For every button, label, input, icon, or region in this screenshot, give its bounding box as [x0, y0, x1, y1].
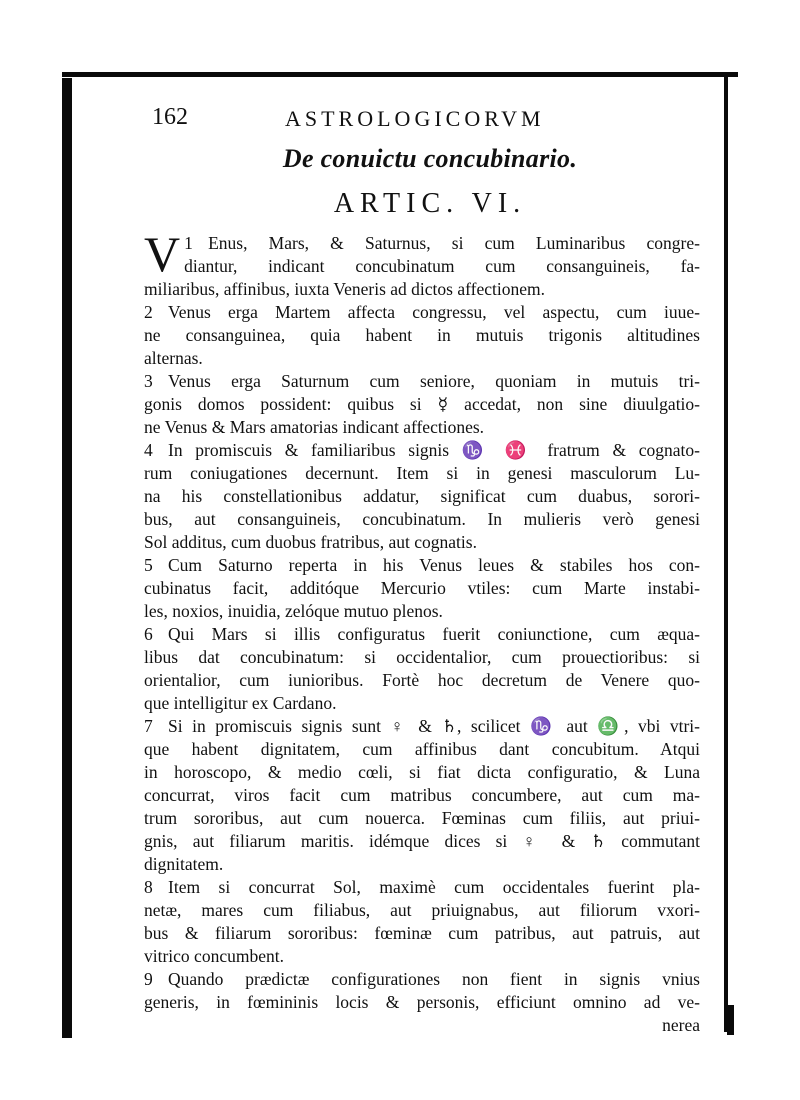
- line-text: bus & filiarum sororibus: fœminæ cum patribus, aut patruis, aut: [144, 923, 700, 943]
- line-text: Venus erga Saturnum cum seniore, quoniam in mutuis tri-: [168, 371, 700, 391]
- paragraph-number: 3: [144, 371, 153, 391]
- line-text: na his constellationibus addatur, significat cum duabus, sorori-: [144, 486, 700, 506]
- line-text: orientalior, cum iunioribus. Fortè hoc decretum de Venere quo-: [144, 670, 700, 690]
- text-line: [144, 968, 700, 991]
- drop-cap: V: [144, 226, 181, 282]
- scan-top-border: [62, 72, 738, 77]
- text-line: [144, 669, 700, 692]
- text-line: [144, 646, 700, 669]
- line-text: alternas.: [144, 348, 203, 368]
- paragraph-number: 8: [144, 877, 153, 897]
- line-text: Enus, Mars, & Saturnus, si cum Luminaribus congre-: [208, 233, 700, 253]
- line-text: generis, in fœmininis locis & personis, efficiunt omnino ad ve-: [144, 992, 700, 1012]
- line-text: ne Venus & Mars amatorias indicant affectiones.: [144, 417, 485, 437]
- line-text: Qui Mars si illis configuratus fuerit coniunctione, cum æqua-: [168, 624, 700, 644]
- line-text: bus, aut consanguineis, concubinatum. In mulieris verò genesi: [144, 509, 700, 529]
- page-number: 162: [152, 104, 188, 130]
- text-line: [144, 623, 700, 646]
- line-text: Quando prædictæ configurationes non fient in signis vnius: [168, 969, 700, 989]
- text-line: [144, 922, 700, 945]
- scan-right-border: [724, 72, 728, 1032]
- line-text: Si in promiscuis signis sunt ♀ & ♄, scilicet ♑ aut ♎, vbi vtri-: [168, 716, 700, 736]
- section-title: De conuictu concubinario.: [282, 144, 578, 173]
- paragraph-number: 7: [144, 716, 153, 736]
- text-line: [144, 370, 700, 393]
- running-head: [152, 92, 700, 132]
- text-line: [144, 784, 700, 807]
- body-text: [144, 226, 700, 1037]
- text-line: [144, 278, 700, 301]
- line-text: Venus erga Martem affecta congressu, vel aspectu, cum iuue-: [168, 302, 700, 322]
- article-title: ARTIC. VI.: [333, 188, 527, 219]
- text-line: [144, 991, 700, 1014]
- paragraph-number: 1: [184, 233, 193, 253]
- line-text: gonis domos possident: quibus si ☿ accedat, non sine diuulgatio-: [144, 394, 700, 414]
- scan-left-border: [62, 78, 72, 1038]
- running-title: ASTROLOGICORVM: [285, 106, 545, 131]
- text-line: [144, 738, 700, 761]
- line-text: nerea: [662, 1015, 700, 1035]
- line-text: dignitatem.: [144, 854, 224, 874]
- line-text: que habent dignitatem, cum affinibus dant concubitum. Atqui: [144, 739, 700, 759]
- text-line: [144, 945, 700, 968]
- line-text: Cum Saturno reperta in his Venus leues & stabiles hos con-: [168, 555, 700, 575]
- text-line: [144, 761, 700, 784]
- paragraph-number: 4: [144, 440, 153, 460]
- text-line: [144, 577, 700, 600]
- line-text: in horoscopo, & medio cœli, si fiat dicta configuratio, & Luna: [144, 762, 700, 782]
- line-text: libus dat concubinatum: si occidentalior, cum prouectioribus: si: [144, 647, 700, 667]
- text-line: [144, 715, 700, 738]
- text-line: [144, 439, 700, 462]
- line-text: netæ, mares cum filiabus, aut priuignabus, aut filiorum vxori-: [144, 900, 700, 920]
- line-text: que intelligitur ex Cardano.: [144, 693, 337, 713]
- line-text: cubinatus facit, additóque Mercurio vtiles: cum Marte instabi-: [144, 578, 700, 598]
- text-line: [144, 462, 700, 485]
- line-text: Sol additus, cum duobus fratribus, aut cognatis.: [144, 532, 477, 552]
- text-line: [144, 554, 700, 577]
- text-line: [144, 1014, 700, 1037]
- text-line: [144, 324, 700, 347]
- text-line: [184, 255, 700, 278]
- text-line: [144, 485, 700, 508]
- line-text: In promiscuis & familiaribus signis ♑ ♓ fratrum & cognato-: [168, 440, 700, 460]
- line-text: ne consanguinea, quia habent in mutuis trigonis altitudines: [144, 325, 700, 345]
- scan-edge-mark: [727, 1005, 734, 1035]
- text-line: [144, 830, 700, 853]
- text-line: [144, 853, 700, 876]
- paragraph-number: 2: [144, 302, 153, 322]
- text-line: [144, 600, 700, 623]
- book-page: [144, 92, 700, 1037]
- text-line: [144, 393, 700, 416]
- text-line: [144, 876, 700, 899]
- line-text: les, noxios, inuidia, zelóque mutuo plenos.: [144, 601, 443, 621]
- paragraph-number: 5: [144, 555, 153, 575]
- line-text: gnis, aut filiarum maritis. idémque dices si ♀ & ♄ commutant: [144, 831, 700, 851]
- line-text: Item si concurrat Sol, maximè cum occidentales fuerint pla-: [168, 877, 700, 897]
- text-line: [144, 301, 700, 324]
- paragraph-number: 9: [144, 969, 153, 989]
- text-line: [144, 508, 700, 531]
- text-line: [144, 692, 700, 715]
- line-text: diantur, indicant concubinatum cum consanguineis, fa-: [184, 256, 700, 276]
- line-text: rum coniugationes decernunt. Item si in genesi masculorum Lu-: [144, 463, 700, 483]
- line-text: vitrico concumbent.: [144, 946, 284, 966]
- text-line: [144, 347, 700, 370]
- text-line: [144, 807, 700, 830]
- paragraph-number: 6: [144, 624, 153, 644]
- line-text: trum sororibus, aut cum nouerca. Fœminas cum filiis, aut priui-: [144, 808, 700, 828]
- text-line: [144, 416, 700, 439]
- line-text: concurrat, viros facit cum matribus concumbere, aut cum ma-: [144, 785, 700, 805]
- text-line: [144, 899, 700, 922]
- text-line: [144, 531, 700, 554]
- line-text: miliaribus, affinibus, iuxta Veneris ad dictos affectionem.: [144, 279, 545, 299]
